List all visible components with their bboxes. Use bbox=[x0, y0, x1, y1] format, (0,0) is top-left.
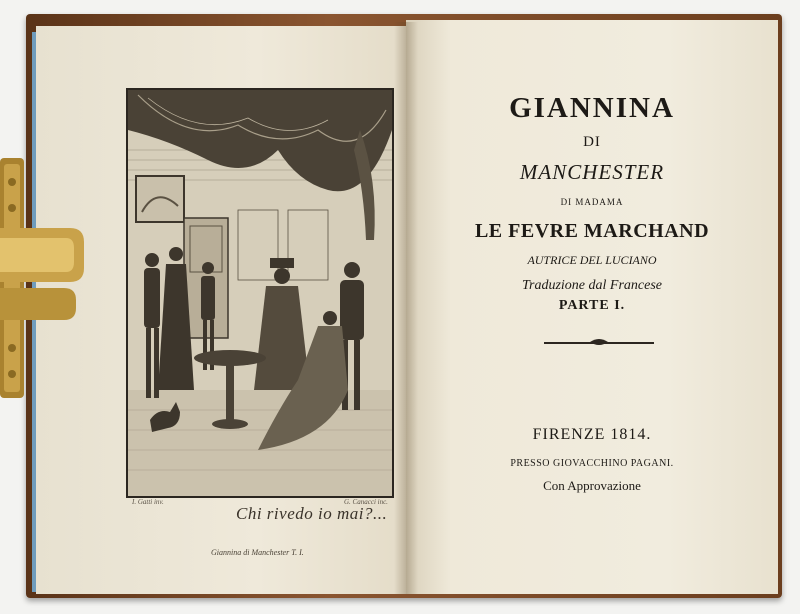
plate-footer: Giannina di Manchester T. I. bbox=[211, 548, 304, 557]
book-title: GIANNINA bbox=[509, 92, 675, 124]
imprint-city-year: FIRENZE 1814. bbox=[532, 426, 652, 443]
left-page bbox=[36, 26, 406, 594]
imprint-approval: Con Approvazione bbox=[543, 478, 641, 493]
open-book bbox=[22, 14, 784, 598]
book-gutter bbox=[394, 22, 418, 594]
plate-artist-left: I. Gatti inv. bbox=[132, 498, 164, 506]
author-name: LE FEVRE MARCHAND bbox=[474, 220, 710, 242]
title-di: DI bbox=[583, 134, 601, 150]
plate-motto: Chi rivedo io mai?... bbox=[236, 504, 388, 523]
part-label: PARTE I. bbox=[558, 298, 626, 313]
author-note: AUTRICE DEL LUCIANO bbox=[527, 253, 657, 267]
imprint-publisher: PRESSO GIOVACCHINO PAGANI. bbox=[510, 458, 674, 469]
rule-ornament-icon bbox=[590, 338, 608, 346]
title-place: MANCHESTER bbox=[519, 160, 665, 184]
brass-clasp bbox=[0, 158, 86, 398]
translation-note: Traduzione dal Francese bbox=[522, 278, 662, 293]
frontispiece-engraving bbox=[126, 88, 394, 498]
di-madama: DI MADAMA bbox=[560, 197, 624, 207]
engraving-scene bbox=[128, 90, 392, 496]
title-page bbox=[406, 20, 778, 594]
plate-artist-right: G. Canacci inc. bbox=[344, 498, 388, 506]
